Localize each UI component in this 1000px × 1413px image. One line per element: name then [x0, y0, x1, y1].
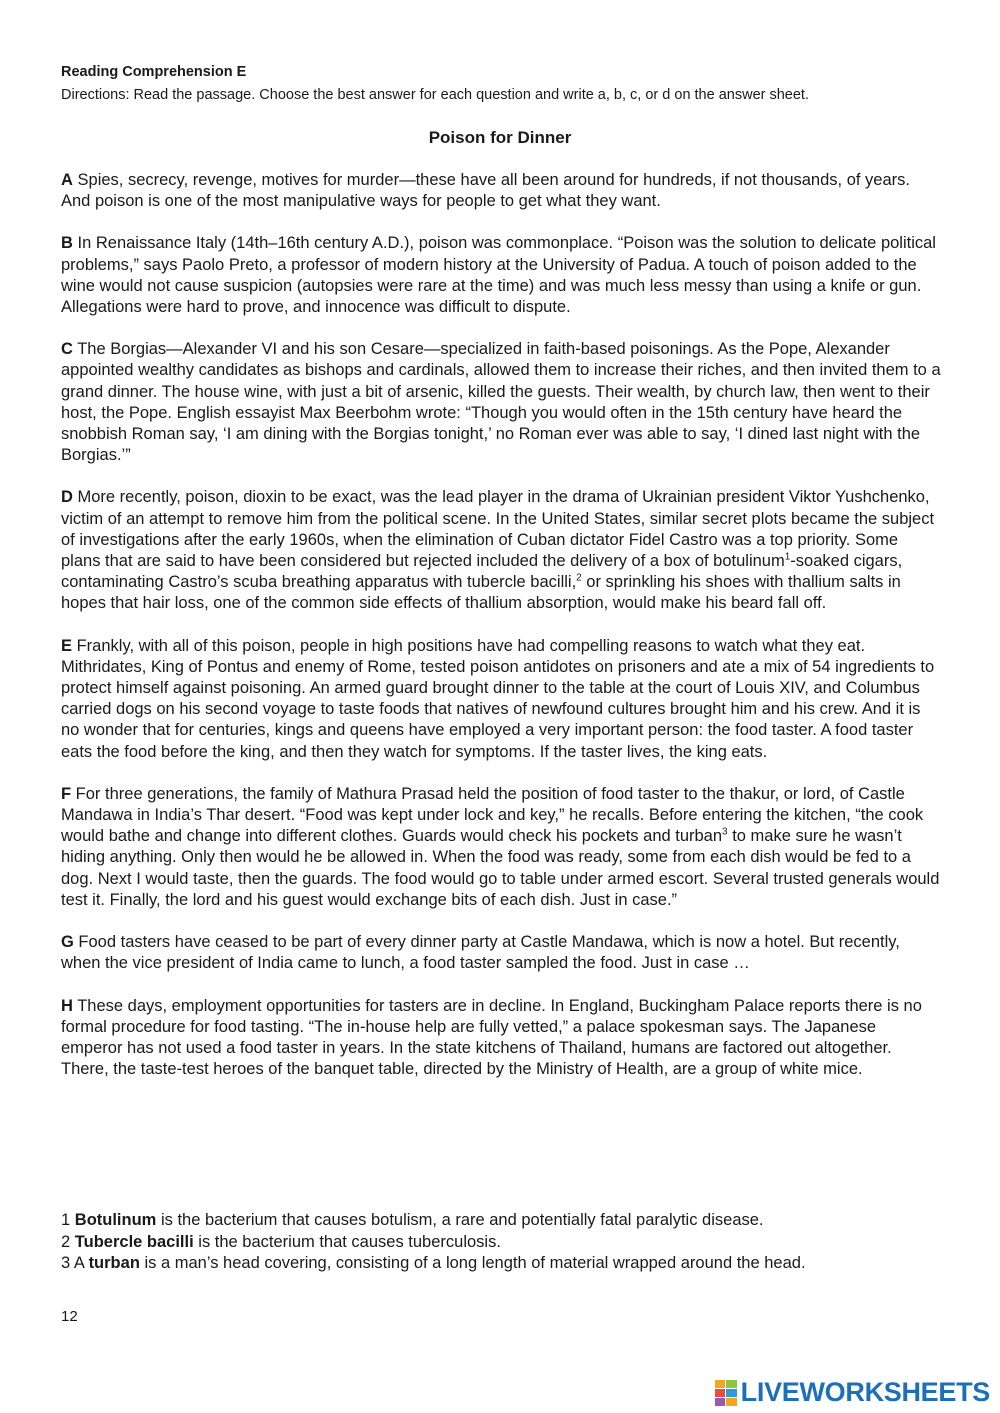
paragraph-letter: C — [61, 340, 73, 359]
paragraph-letter: H — [61, 996, 73, 1015]
paragraph-c — [61, 339, 941, 466]
section-label: Reading Comprehension E — [61, 64, 247, 80]
footnote-number: 3 — [61, 1254, 71, 1272]
paragraph-letter: G — [61, 933, 74, 952]
footnote-text: is a man’s head covering, consisting of a long length of material wrapped around the head. — [139, 1254, 806, 1272]
paragraph-text: More recently, poison, dioxin to be exact, was the lead player in the drama of Ukrainian president Viktor Yushchenko, victim of an attempt to remove him from the political scene. In the United States, similar secret plots became the subject of investigations after the early 1960s, when the elimination of Cuban dictator Fidel Castro was a top priority. Some plans that are said to have been considered but rejected included the delivery of a box of botulinum — [61, 488, 935, 571]
paragraph-f — [61, 784, 941, 911]
paragraph-g — [61, 932, 941, 974]
paragraph-letter: F — [61, 784, 72, 803]
paragraph-letter: A — [61, 171, 73, 189]
paragraph-text: These days, employment opportunities for tasters are in decline. In England, Buckingham Palace reports there is no formal procedure for food tasting. “The in-house help are fully vetted,” a palace spokesman says. The Japanese emperor has not used a food taster in years. In the state kitchens of Thailand, humans are factored out altogether. There, the taste-test heroes of the banquet table, directed by the Ministry of Health, are a group of white mice. — [61, 996, 922, 1079]
paragraph-text: The Borgias—Alexander VI and his son Cesare—specialized in faith-based poisonings. As the Pope, Alexander appointed wealthy candidates as bishops and cardinals, allowed them to increase their riches, and then invited them to a grand dinner. The house wine, with just a bit of arsenic, killed the guests. Their wealth, by church law, then went to their host, the Pope. English essayist Max Beerbohm wrote: “Though you would often in the 15th century have heard the snobbish Roman say, ‘I am dining with the Borgias tonight,’ no Roman ever was able to say, ‘I dined last night with the Borgias.’” — [61, 340, 941, 465]
footnote-ref: 1 — [784, 551, 791, 563]
footnotes — [61, 1210, 941, 1275]
footnote-text: is the bacterium that causes botulism, a rare and potentially fatal paralytic disease. — [156, 1211, 764, 1229]
paragraph-h — [61, 996, 941, 1081]
paragraph-text: -soaked cigars, contaminating Castro’s scuba breathing apparatus with tubercle bacilli, — [61, 552, 903, 592]
directions-text: Directions: Read the passage. Choose the best answer for each question and write a, b, c, or d on the answer sheet. — [61, 87, 809, 103]
footnote — [61, 1210, 941, 1232]
footnote-term: Tubercle bacilli — [74, 1232, 194, 1251]
paragraph-a — [61, 170, 941, 212]
passage-body — [61, 170, 941, 1101]
footnote — [61, 1232, 941, 1254]
footnote — [61, 1253, 941, 1275]
footnote-term: Botulinum — [74, 1211, 157, 1229]
footnote-term: turban — [88, 1254, 140, 1272]
footnote-text: is the bacterium that causes tuberculosis. — [193, 1232, 501, 1251]
passage-title: Poison for Dinner — [428, 128, 572, 147]
paragraph-text: In Renaissance Italy (14th–16th century A.D.), poison was commonplace. “Poison was the solution to delicate political problems,” says Paolo Preto, a professor of modern history at the University of Padua. A touch of poison added to the wine would not cause suspicion (autopsies were rare at the time) and was much less messy than using a knife or gun. Allegations were hard to prove, and innocence was difficult to dispute. — [61, 234, 936, 317]
paragraph-b — [61, 233, 941, 318]
paragraph-text: Spies, secrecy, revenge, motives for murder—these have all been around for hundreds, if not thousands, of years. And poison is one of the most manipulative ways for people to get what they want. — [61, 171, 910, 211]
footnote-ref: 3 — [722, 826, 728, 838]
paragraph-text: Frankly, with all of this poison, people in high positions have had compelling reasons to watch what they eat. Mithridates, King of Pontus and enemy of Rome, tested poison antidotes on prisoners and ate a mix of 54 ingredients to protect himself against poisoning. An armed guard brought dinner to the table at the court of Louis XIV, and Columbus carried dogs on his second voyage to taste foods that natives of newfound cultures brought him and his crew. And it is no wonder that for centuries, kings and queens have employed a very important person: the food taster. A food taster eats the food before the king, and then they watch for symptoms. If the taster lives, the king eats. — [61, 636, 935, 761]
page-number: 12 — [61, 1308, 78, 1325]
footnote-ref: 2 — [576, 572, 582, 584]
footnote-number: 1 — [61, 1211, 71, 1229]
brand-logo[interactable] — [715, 1377, 990, 1408]
paragraph-letter: B — [61, 234, 73, 253]
paragraph-letter: E — [61, 636, 73, 655]
paragraph-d — [61, 487, 941, 614]
footnote-prefix: A — [73, 1254, 89, 1272]
paragraph-letter: D — [61, 488, 73, 507]
paragraph-text: or sprinkling his shoes with thallium salts in hopes that hair loss, one of the common side effects of thallium absorption, would make his beard fall off. — [61, 573, 901, 613]
document-header — [61, 62, 961, 106]
liveworksheets-logo-icon — [715, 1380, 737, 1406]
footnote-number: 2 — [61, 1232, 71, 1251]
paragraph-e — [61, 636, 941, 763]
brand-name: LIVEWORKSHEETS — [740, 1377, 990, 1407]
paragraph-text: For three generations, the family of Mathura Prasad held the position of food taster to the thakur, or lord, of Castle Mandawa in India’s Thar desert. “Food was kept under lock and key,” he recalls. Before entering the kitchen, “the cook would bathe and change into different clothes. Guards would check his pockets and turban — [61, 784, 924, 846]
paragraph-text: Food tasters have ceased to be part of every dinner party at Castle Mandawa, which is now a hotel. But recently, when the vice president of India came to lunch, a food taster sampled the food. Just in case … — [61, 933, 900, 973]
paragraph-text: to make sure he wasn’t hiding anything. Only then would he be allowed in. When the food was ready, some from each dish would be fed to a dog. Next I would taste, then the guards. The food would go to table under armed escort. Several trusted generals would test it. Finally, the lord and his guest would exchange bits of each dish. Just in case.” — [61, 827, 940, 909]
